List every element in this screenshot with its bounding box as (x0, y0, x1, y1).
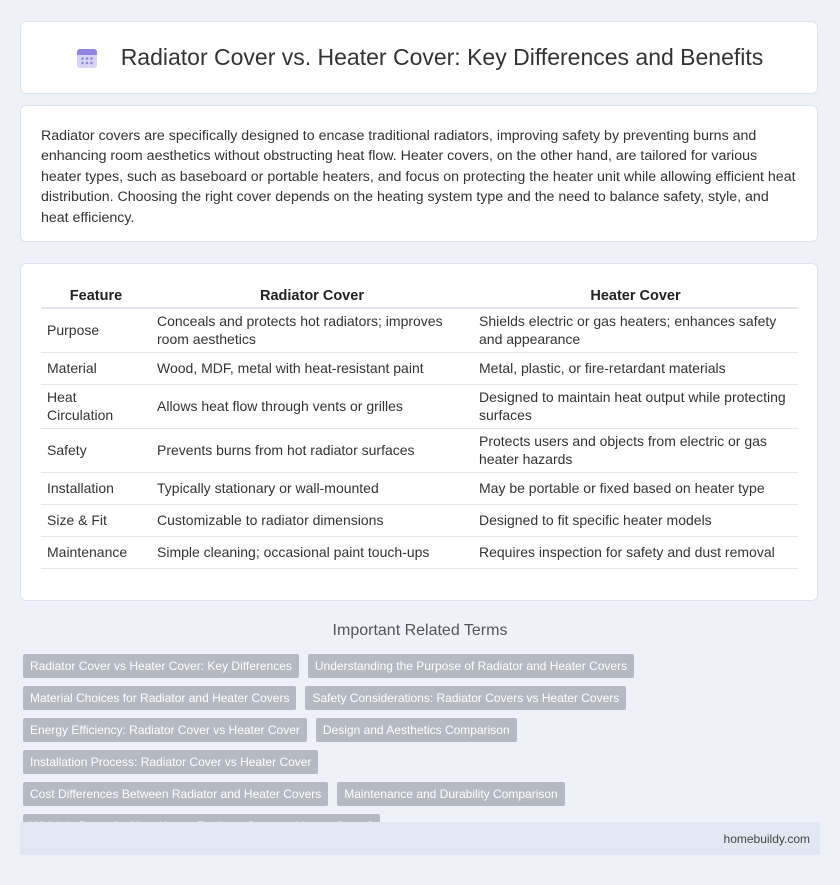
comparison-table-card (20, 263, 818, 601)
intro-card (20, 105, 818, 242)
page-title: Radiator Cover vs. Heater Cover: Key Differences and Benefits (120, 44, 764, 70)
related-term-tag[interactable]: Maintenance and Durability Comparison (337, 782, 564, 806)
table-row (41, 537, 798, 569)
related-term-tag[interactable]: Cost Differences Between Radiator and Heater Covers (23, 782, 328, 806)
related-term-tag[interactable]: Design and Aesthetics Comparison (316, 718, 517, 742)
title-card (20, 21, 818, 94)
feature-cell: Material (41, 353, 151, 385)
heater-cell: May be portable or fixed based on heater type (473, 473, 798, 505)
radiator-cell: Customizable to radiator dimensions (151, 505, 473, 537)
related-term-tag[interactable]: Radiator Cover vs Heater Cover: Key Differences (23, 654, 299, 678)
table-row (41, 309, 798, 353)
comparison-table (41, 284, 798, 569)
feature-cell: Heat Circulation (41, 385, 151, 429)
feature-cell: Maintenance (41, 537, 151, 569)
table-row (41, 473, 798, 505)
related-term-tag[interactable]: Material Choices for Radiator and Heater Covers (23, 686, 296, 710)
radiator-cell: Simple cleaning; occasional paint touch-ups (151, 537, 473, 569)
intro-text: Radiator covers are specifically designed to encase traditional radiators, improving safety by preventing burns and enhancing room aesthetics without obstructing heat flow. Heater covers, on the other hand, are tailored for various heater types, such as baseboard or portable heaters, and focus on protecting the heater unit while allowing efficient heat distribution. Choosing the right cover depends on the heating system type and the need to balance safety, style, and heat efficiency. (41, 128, 796, 226)
header-feature: Feature (41, 284, 151, 309)
feature-cell: Installation (41, 473, 151, 505)
table-row (41, 505, 798, 537)
related-term-tag[interactable]: Energy Efficiency: Radiator Cover vs Heater Cover (23, 718, 307, 742)
feature-cell: Safety (41, 429, 151, 473)
feature-cell: Purpose (41, 309, 151, 353)
heater-cell: Shields electric or gas heaters; enhances safety and appearance (473, 309, 798, 353)
table-row (41, 353, 798, 385)
radiator-cell: Allows heat flow through vents or grilles (151, 385, 473, 429)
radiator-cell: Conceals and protects hot radiators; improves room aesthetics (151, 309, 473, 353)
radiator-cell: Typically stationary or wall-mounted (151, 473, 473, 505)
footer (20, 822, 820, 855)
table-row (41, 429, 798, 473)
related-terms-list (23, 654, 823, 846)
footer-site[interactable]: homebuildy.com (723, 832, 810, 846)
radiator-cell: Wood, MDF, metal with heat-resistant paint (151, 353, 473, 385)
related-terms-heading: Important Related Terms (332, 622, 508, 639)
heater-cell: Designed to fit specific heater models (473, 505, 798, 537)
table-row (41, 385, 798, 429)
related-term-tag[interactable]: Understanding the Purpose of Radiator and Heater Covers (308, 654, 634, 678)
feature-cell: Size & Fit (41, 505, 151, 537)
related-term-tag[interactable]: Safety Considerations: Radiator Covers vs Heater Covers (305, 686, 626, 710)
heater-cell: Designed to maintain heat output while protecting surfaces (473, 385, 798, 429)
header-heater-cover: Heater Cover (473, 284, 798, 309)
radiator-cell: Prevents burns from hot radiator surfaces (151, 429, 473, 473)
related-term-tag[interactable]: Installation Process: Radiator Cover vs Heater Cover (23, 750, 318, 774)
header-radiator-cover: Radiator Cover (151, 284, 473, 309)
calendar-icon (75, 46, 99, 70)
heater-cell: Protects users and objects from electric or gas heater hazards (473, 429, 798, 473)
heater-cell: Metal, plastic, or fire-retardant materials (473, 353, 798, 385)
heater-cell: Requires inspection for safety and dust removal (473, 537, 798, 569)
